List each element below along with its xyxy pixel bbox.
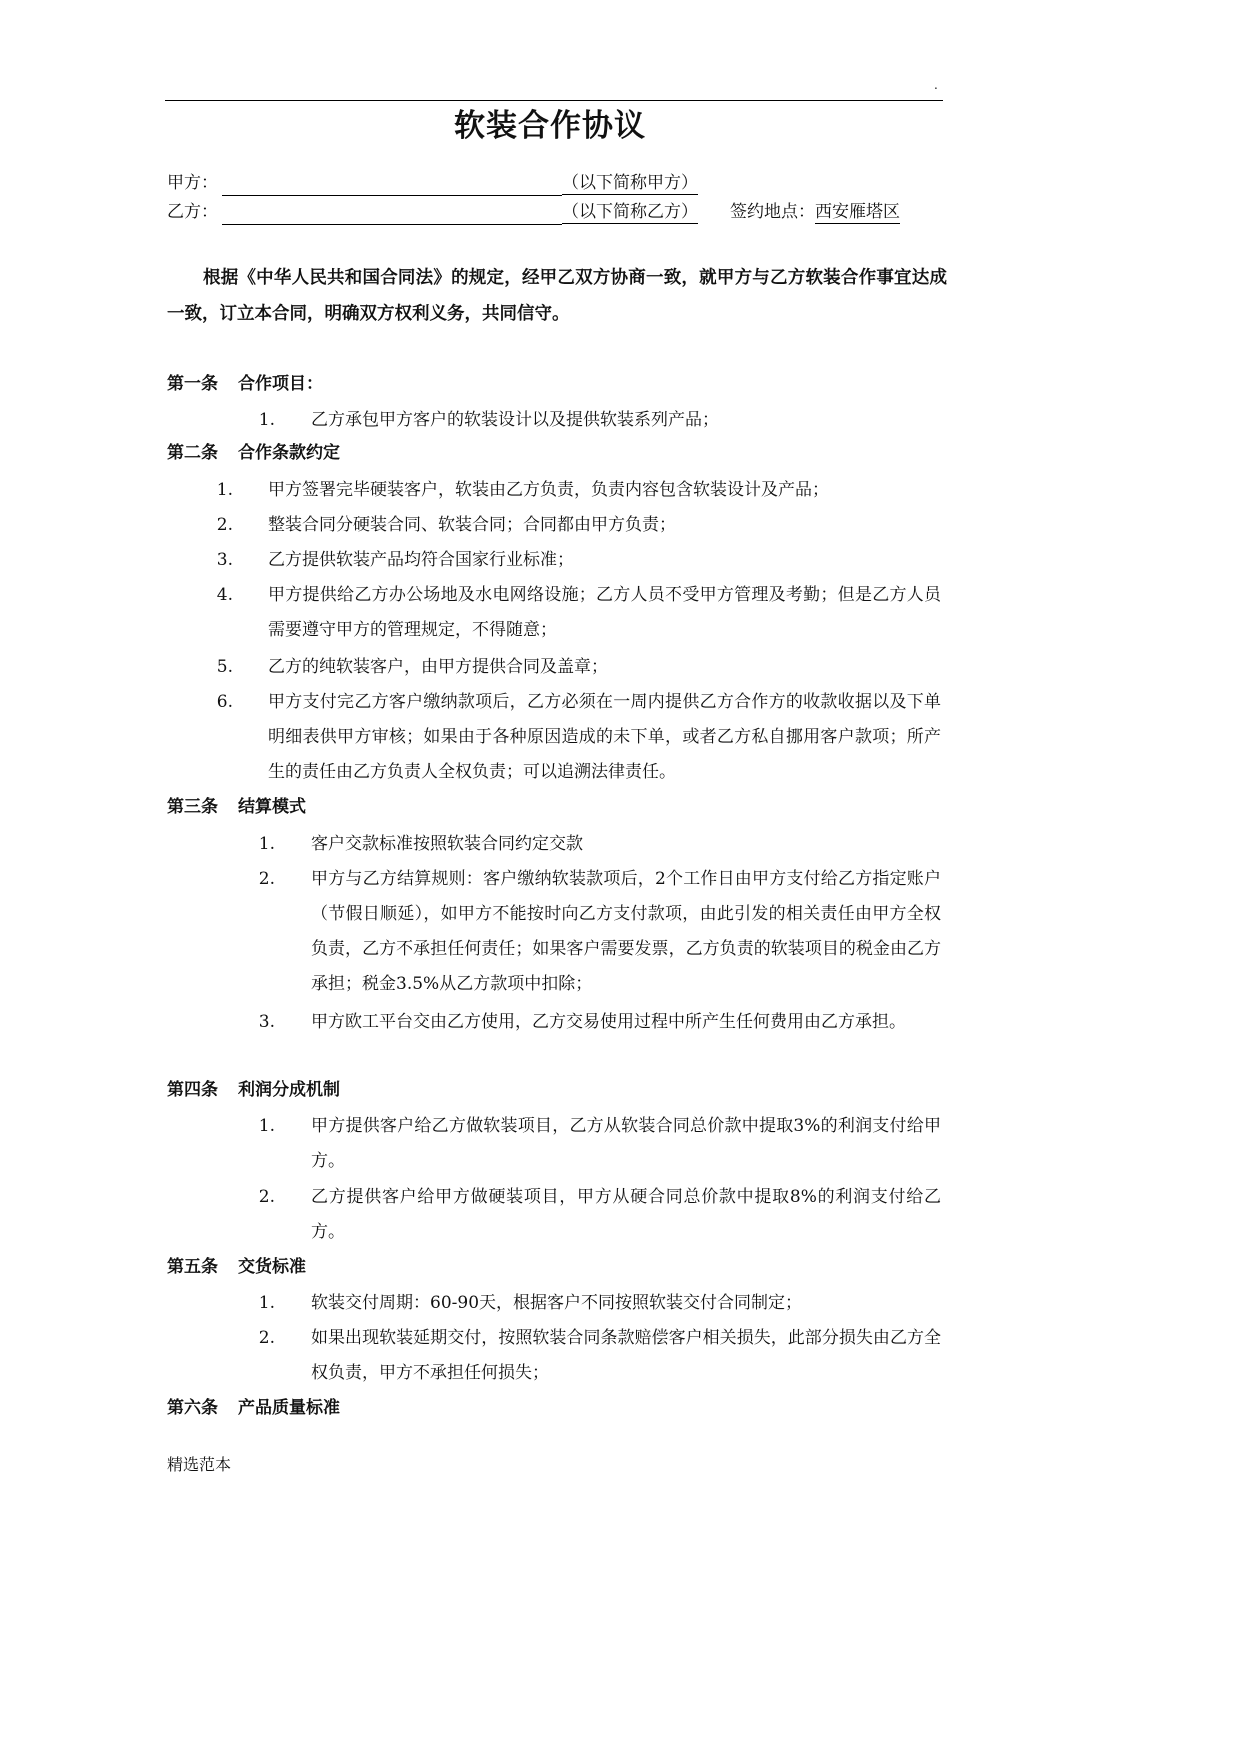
article-heading (167, 1394, 340, 1422)
article-number: 第一条 (167, 374, 218, 394)
clause-number: 6. (216, 692, 233, 712)
party-a-abbr: （以下简称甲方） (562, 173, 698, 193)
article-number: 第三条 (167, 797, 218, 817)
clause-text: 甲方签署完毕硬装客户，软装由乙方负责，负责内容包含软装设计及产品； (268, 480, 829, 500)
location-label: 签约地点： (730, 202, 815, 222)
clause-text: 甲方提供给乙方办公场地及水电网络设施；乙方人员不受甲方管理及考勤；但是乙方人员需要遵守甲方的管理规定，不得随意； (268, 585, 941, 640)
party-b-blank[interactable] (222, 204, 562, 225)
party-a-blank[interactable] (222, 175, 562, 196)
article-heading (167, 1253, 306, 1281)
clause-number: 4. (216, 585, 233, 605)
clause-number: 2. (216, 515, 233, 535)
article-heading (167, 439, 340, 467)
article-name: 合作条款约定 (238, 443, 340, 463)
article-heading (167, 1076, 340, 1104)
clause-text: 乙方的纯软装客户，由甲方提供合同及盖章； (268, 657, 608, 677)
clause-text: 软装交付周期：60-90天，根据客户不同按照软装交付合同制定； (311, 1293, 803, 1313)
clause-number: 2. (258, 1328, 275, 1348)
party-a-label: 甲方： (167, 173, 218, 193)
article-number: 第五条 (167, 1257, 218, 1277)
article-heading (167, 793, 306, 821)
footer-note: 精选范本 (167, 1455, 232, 1474)
clause-text: 甲方与乙方结算规则：客户缴纳软装款项后，2个工作日由甲方支付给乙方指定账户（节假日顺延），如甲方不能按时向乙方支付款项，由此引发的相关责任由甲方全权负责，乙方不承担任何责任；如果客户需要发票，乙方负责的软装项目的税金由乙方承担；税金3.5%从乙方款项中扣除； (311, 869, 941, 994)
clause-number: 1. (258, 834, 275, 854)
article-name: 交货标准 (238, 1257, 306, 1277)
clause-text: 甲方支付完乙方客户缴纳款项后，乙方必须在一周内提供乙方合作方的收款收据以及下单明细表供甲方审核；如果由于各种原因造成的未下单，或者乙方私自挪用客户款项；所产生的责任由乙方负责人全权负责；可以追溯法律责任。 (268, 692, 941, 782)
document-title: 软装合作协议 (454, 108, 646, 144)
party-a-line (167, 170, 698, 196)
article-number: 第四条 (167, 1080, 218, 1100)
clause-number: 1. (258, 410, 275, 430)
article-name: 利润分成机制 (238, 1080, 340, 1100)
article-number: 第六条 (167, 1398, 218, 1418)
clause-text: 乙方提供客户给甲方做硬装项目，甲方从硬合同总价款中提取8%的利润支付给乙方。 (311, 1187, 941, 1242)
clause-number: 2. (258, 1187, 275, 1207)
article-number: 第二条 (167, 443, 218, 463)
party-b-abbr: （以下简称乙方） (562, 202, 698, 222)
party-b-line (167, 199, 900, 225)
article-name: 产品质量标准 (238, 1398, 340, 1418)
header-dot: . (934, 78, 938, 92)
clause-text: 乙方承包甲方客户的软装设计以及提供软装系列产品； (311, 410, 719, 430)
article-name: 结算模式 (238, 797, 306, 817)
article-name: 合作项目： (238, 374, 323, 394)
clause-text: 如果出现软装延期交付，按照软装合同条款赔偿客户相关损失，此部分损失由乙方全权负责，甲方不承担任何损失； (311, 1328, 941, 1383)
clause-number: 3. (216, 550, 233, 570)
clause-number: 3. (258, 1012, 275, 1032)
clause-text: 乙方提供软装产品均符合国家行业标准； (268, 550, 574, 570)
clause-number: 2. (258, 869, 275, 889)
preamble: 根据《中华人民共和国合同法》的规定，经甲乙双方协商一致，就甲方与乙方软装合作事宜达成一致，订立本合同，明确双方权利义务，共同信守。 (167, 268, 947, 324)
article-heading (167, 370, 323, 398)
clause-text: 客户交款标准按照软装合同约定交款 (311, 834, 583, 854)
clause-number: 1. (258, 1293, 275, 1313)
clause-number: 1. (216, 480, 233, 500)
party-b-label: 乙方： (167, 202, 218, 222)
clause-text: 整装合同分硬装合同、软装合同；合同都由甲方负责； (268, 515, 676, 535)
location-value: 西安雁塔区 (815, 202, 900, 222)
clause-number: 5. (216, 657, 233, 677)
clause-number: 1. (258, 1116, 275, 1136)
clause-text: 甲方提供客户给乙方做软装项目，乙方从软装合同总价款中提取3%的利润支付给甲方。 (311, 1116, 941, 1171)
clause-text: 甲方欧工平台交由乙方使用，乙方交易使用过程中所产生任何费用由乙方承担。 (311, 1012, 906, 1032)
